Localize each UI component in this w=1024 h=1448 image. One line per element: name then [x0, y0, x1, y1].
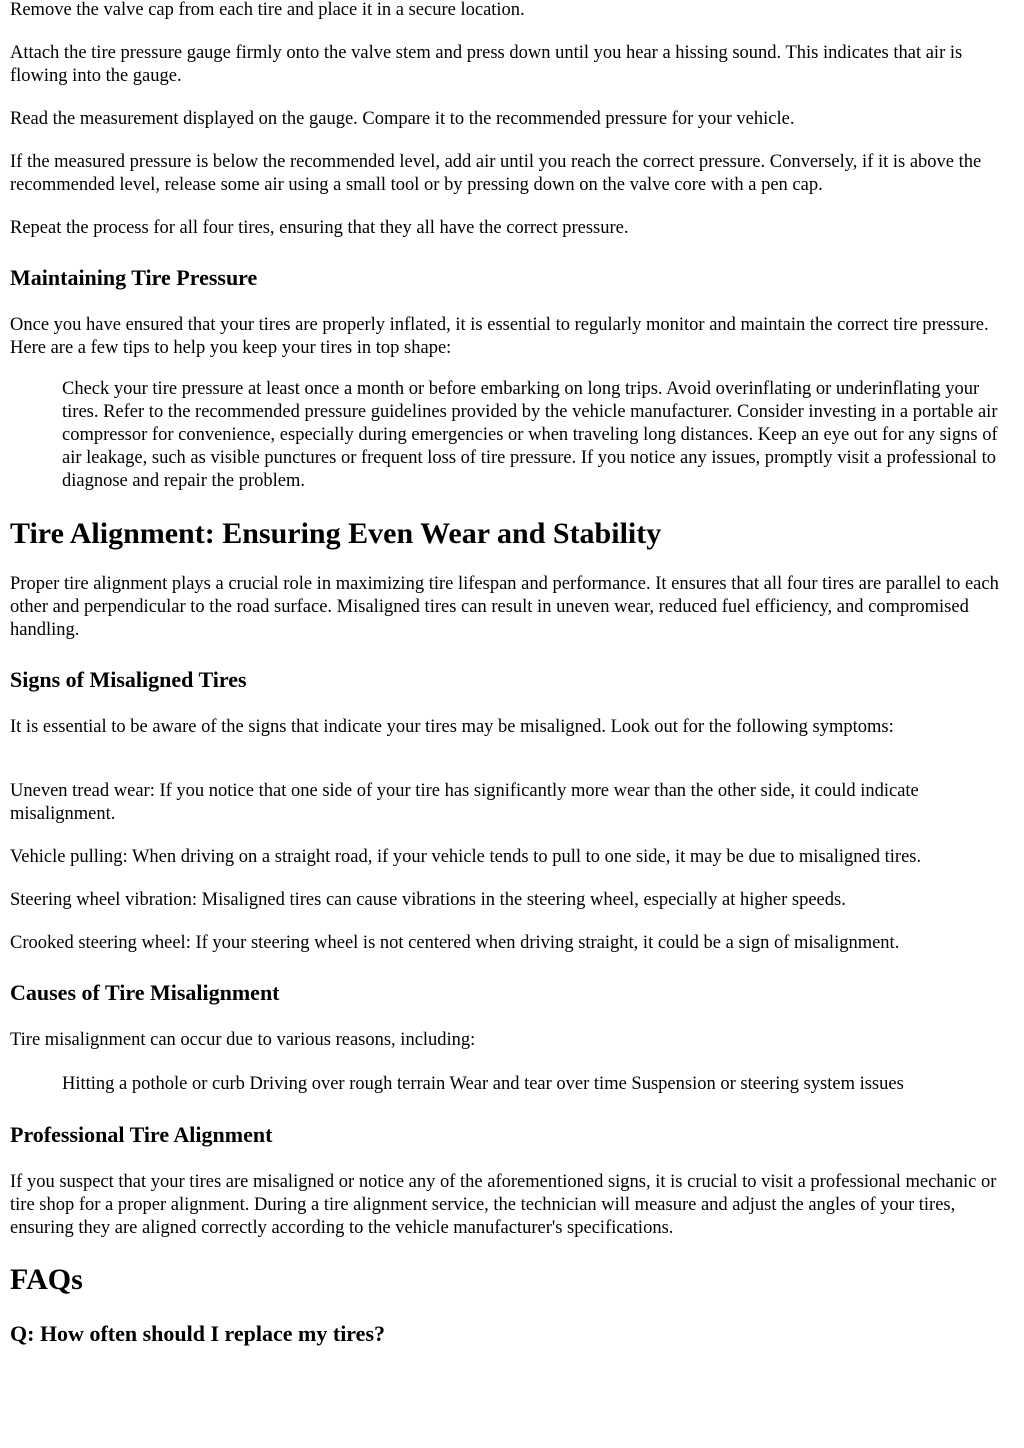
maintaining-tips: Check your tire pressure at least once a month or before embarking on long trips. Avoid overinflating or underinflating your tires. Refer to the recommended pressure guidelines provided by the vehicle manufacturer. Consider investing in a portable air compressor for convenience, especially during emergencies or when traveling long distances. Keep an eye out for any signs of air leakage, such as visible punctures or frequent loss of tire pressure. If you notice any issues, promptly visit a professional to diagnose and repair the problem.	[62, 379, 998, 491]
maintaining-intro: Once you have ensured that your tires are properly inflated, it is essential to regularly monitor and maintain the correct tire pressure. Here are a few tips to help you keep your tires in top shape:	[10, 315, 989, 358]
causes-list: Hitting a pothole or curb Driving over rough terrain Wear and tear over time Suspension or steering system issues	[62, 1074, 904, 1094]
professional-text: If you suspect that your tires are misaligned or notice any of the aforementioned signs, it is crucial to visit a professional mechanic or tire shop for a proper alignment. During a tire alignment service, the technician will measure and adjust the angles of your tires, ensuring they are aligned correctly according to the vehicle manufacturer's specifications.	[10, 1172, 997, 1238]
maintaining-heading: Maintaining Tire Pressure	[10, 265, 258, 290]
alignment-intro: Proper tire alignment plays a crucial role in maximizing tire lifespan and performance. It ensures that all four tires are parallel to each other and perpendicular to the road surface. Misaligned tires can result in uneven wear, reduced fuel efficiency, and compromised handling.	[10, 574, 999, 640]
sign-item: Uneven tread wear: If you notice that one side of your tire has significantly more wear than the other side, it could indicate misalignment.	[10, 781, 919, 824]
step-paragraph: If the measured pressure is below the recommended level, add air until you reach the correct pressure. Conversely, if it is above the recommended level, release some air using a small tool or by pressing down on the valve core with a pen cap.	[10, 152, 982, 195]
signs-heading: Signs of Misaligned Tires	[10, 667, 247, 692]
faqs-heading: FAQs	[10, 1263, 83, 1296]
professional-heading: Professional Tire Alignment	[10, 1122, 273, 1147]
causes-intro: Tire misalignment can occur due to various reasons, including:	[10, 1030, 476, 1050]
causes-heading: Causes of Tire Misalignment	[10, 980, 280, 1005]
step-paragraph: Read the measurement displayed on the gauge. Compare it to the recommended pressure for your vehicle.	[10, 109, 795, 129]
sign-item: Crooked steering wheel: If your steering wheel is not centered when driving straight, it could be a sign of misalignment.	[10, 933, 900, 953]
sign-item: Steering wheel vibration: Misaligned tires can cause vibrations in the steering wheel, especially at higher speeds.	[10, 890, 846, 910]
step-paragraph: Attach the tire pressure gauge firmly onto the valve stem and press down until you hear a hissing sound. This indicates that air is flowing into the gauge.	[10, 43, 963, 86]
step-paragraph: Remove the valve cap from each tire and place it in a secure location.	[10, 0, 525, 20]
step-paragraph: Repeat the process for all four tires, ensuring that they all have the correct pressure.	[10, 218, 629, 238]
alignment-heading: Tire Alignment: Ensuring Even Wear and Stability	[10, 517, 662, 550]
signs-intro: It is essential to be aware of the signs that indicate your tires may be misaligned. Look out for the following symptoms:	[10, 717, 894, 737]
faq-question: Q: How often should I replace my tires?	[10, 1321, 385, 1346]
sign-item: Vehicle pulling: When driving on a straight road, if your vehicle tends to pull to one side, it may be due to misaligned tires.	[10, 847, 922, 867]
